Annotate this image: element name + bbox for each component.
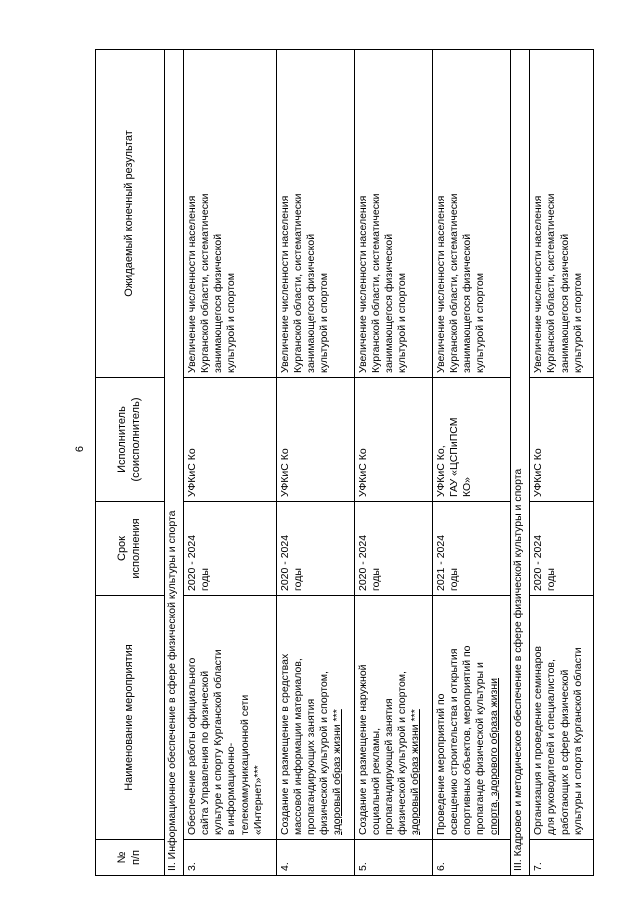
measure-name-line: социальной рекламы, xyxy=(370,728,383,835)
measures-table xyxy=(95,49,594,876)
measure-name-line: спорта, здорового образа жизни xyxy=(487,678,500,835)
result-line: Курганской области, систематически xyxy=(448,193,461,373)
measure-name-line: Проведение мероприятий по xyxy=(435,693,448,835)
row-executor xyxy=(184,378,277,502)
row-number: 5. xyxy=(354,840,432,876)
row-term xyxy=(433,502,511,596)
table-row xyxy=(184,50,277,876)
measure-name-line: пропаганде физической культуры и xyxy=(474,662,487,835)
row-measure-name xyxy=(433,596,511,840)
row-number: 4. xyxy=(276,840,354,876)
row-term xyxy=(354,502,432,596)
header-num xyxy=(96,840,165,876)
row-term xyxy=(184,502,277,596)
measure-name-line: здоровый образ жизни *** xyxy=(331,709,344,835)
executor-line: ГАУ «ЦСПиПСМ xyxy=(448,417,461,497)
table-row xyxy=(354,50,432,876)
term-line: 2020 - 2024 xyxy=(532,534,545,591)
row-executor xyxy=(433,378,511,502)
row-term xyxy=(276,502,354,596)
measure-name-line: работающих в сфере физической xyxy=(558,669,571,835)
row-term xyxy=(530,502,594,596)
result-line: Курганской области, систематически xyxy=(291,193,304,373)
result-line: культурой и спортом xyxy=(225,273,238,373)
header-term-line: исполнения xyxy=(130,518,142,579)
result-line: занимающегося физической xyxy=(383,233,396,373)
result-line: Увеличение численности населения xyxy=(278,195,291,373)
measure-name-line: Создание и размещение в средствах xyxy=(278,653,291,835)
measure-name-line: Создание и размещение наружной xyxy=(356,664,369,835)
executor-line: УФКиС Ко xyxy=(186,448,198,497)
executor-line: УФКиС Ко xyxy=(356,448,369,497)
row-measure-name xyxy=(354,596,432,840)
row-result xyxy=(276,50,354,378)
measure-name-line: массовой информации материалов, xyxy=(291,658,304,835)
result-line: культурой и спортом xyxy=(571,273,584,373)
row-result xyxy=(354,50,432,378)
page-number: 6 xyxy=(74,445,86,453)
row-result xyxy=(433,50,511,378)
header-executor-line: Исполнитель xyxy=(116,406,129,473)
measure-name-line: в информационно- xyxy=(225,742,238,835)
executor-line: УФКиС Ко xyxy=(278,448,291,497)
result-line: Курганской области, систематически xyxy=(199,193,212,373)
executor-line: УФКиС Ко xyxy=(532,448,545,497)
result-line: занимающегося физической xyxy=(212,233,225,373)
result-line: Увеличение численности населения xyxy=(356,195,369,373)
row-number: 3. xyxy=(184,840,277,876)
table-body xyxy=(165,50,594,876)
measure-name-line: Организация и проведение семинаров xyxy=(532,646,545,835)
header-num-line: п/п xyxy=(130,850,142,865)
result-line: Курганской области, систематически xyxy=(545,193,558,373)
measure-name-line: для руководителей и специалистов, xyxy=(545,659,558,835)
measure-name-line: спортивных объектов, мероприятий по xyxy=(461,645,474,835)
result-line: культурой и спортом xyxy=(474,273,487,373)
table-row xyxy=(530,50,594,876)
term-line: 2020 - 2024 xyxy=(186,534,198,591)
result-line: Увеличение численности населения xyxy=(435,195,448,373)
measure-name-line: пропагандирующих занятия xyxy=(304,698,317,835)
result-line: занимающегося физической xyxy=(304,233,317,373)
row-executor xyxy=(276,378,354,502)
row-measure-name xyxy=(530,596,594,840)
table-header-row xyxy=(96,50,165,876)
result-line: Увеличение численности населения xyxy=(186,195,198,373)
term-line: годы xyxy=(370,568,383,591)
measure-name-line: физической культурой и спортом, xyxy=(318,671,331,835)
header-result: Ожидаемый конечный результат xyxy=(96,50,165,378)
header-num-line: № xyxy=(116,851,129,864)
row-result xyxy=(184,50,277,378)
measure-name-line: освещению строительства и открытия xyxy=(448,648,461,835)
executor-line: КО» xyxy=(461,476,474,497)
row-executor xyxy=(354,378,432,502)
measure-name-line: «Интернет»*** xyxy=(251,765,264,835)
header-term xyxy=(96,502,165,596)
header-executor-line: (соисполнитель) xyxy=(130,397,142,482)
measure-name-line: культуре и спорту Курганской области xyxy=(212,649,225,835)
measure-name-line: физической культурой и спортом, xyxy=(396,671,409,835)
section-title: II. Информационное обеспечение в сфере физической культуры и спорта xyxy=(165,50,184,876)
row-number: 6. xyxy=(433,840,511,876)
header-executor xyxy=(96,378,165,502)
measure-name-line: телекоммуникационной сети xyxy=(238,694,251,835)
measure-name-line: сайта Управления по физической xyxy=(199,670,212,835)
row-measure-name xyxy=(184,596,277,840)
executor-line: УФКиС Ко, xyxy=(435,445,448,497)
table-row xyxy=(433,50,511,876)
term-line: годы xyxy=(545,568,558,591)
section-row xyxy=(165,50,184,876)
measure-name-line: пропагандирующей занятия xyxy=(383,698,396,835)
term-line: годы xyxy=(448,568,461,591)
row-executor xyxy=(530,378,594,502)
result-line: занимающегося физической xyxy=(461,233,474,373)
section-row xyxy=(511,50,530,876)
result-line: Курганской области, систематически xyxy=(370,193,383,373)
term-line: 2021 - 2024 xyxy=(435,534,448,591)
result-line: культурой и спортом xyxy=(318,273,331,373)
measure-name-line: Обеспечение работы официального xyxy=(186,657,198,835)
measure-name-line: культуры и спорта Курганской области xyxy=(571,647,584,835)
header-name: Наименование мероприятия xyxy=(96,596,165,840)
term-line: годы xyxy=(291,568,304,591)
term-line: годы xyxy=(199,568,212,591)
measure-name-line: здоровый образ жизни *** xyxy=(409,709,422,835)
row-number: 7. xyxy=(530,840,594,876)
section-title: III. Кадровое и методическое обеспечение в сфере физической культуры и спорта xyxy=(511,50,530,876)
result-line: культурой и спортом xyxy=(396,273,409,373)
table-row xyxy=(276,50,354,876)
result-line: занимающегося физической xyxy=(558,233,571,373)
row-measure-name xyxy=(276,596,354,840)
term-line: 2020 - 2024 xyxy=(356,534,369,591)
header-term-line: Срок xyxy=(116,536,129,561)
row-result xyxy=(530,50,594,378)
term-line: 2020 - 2024 xyxy=(278,534,291,591)
result-line: Увеличение численности населения xyxy=(532,195,545,373)
rotated-table-wrapper xyxy=(95,50,594,876)
